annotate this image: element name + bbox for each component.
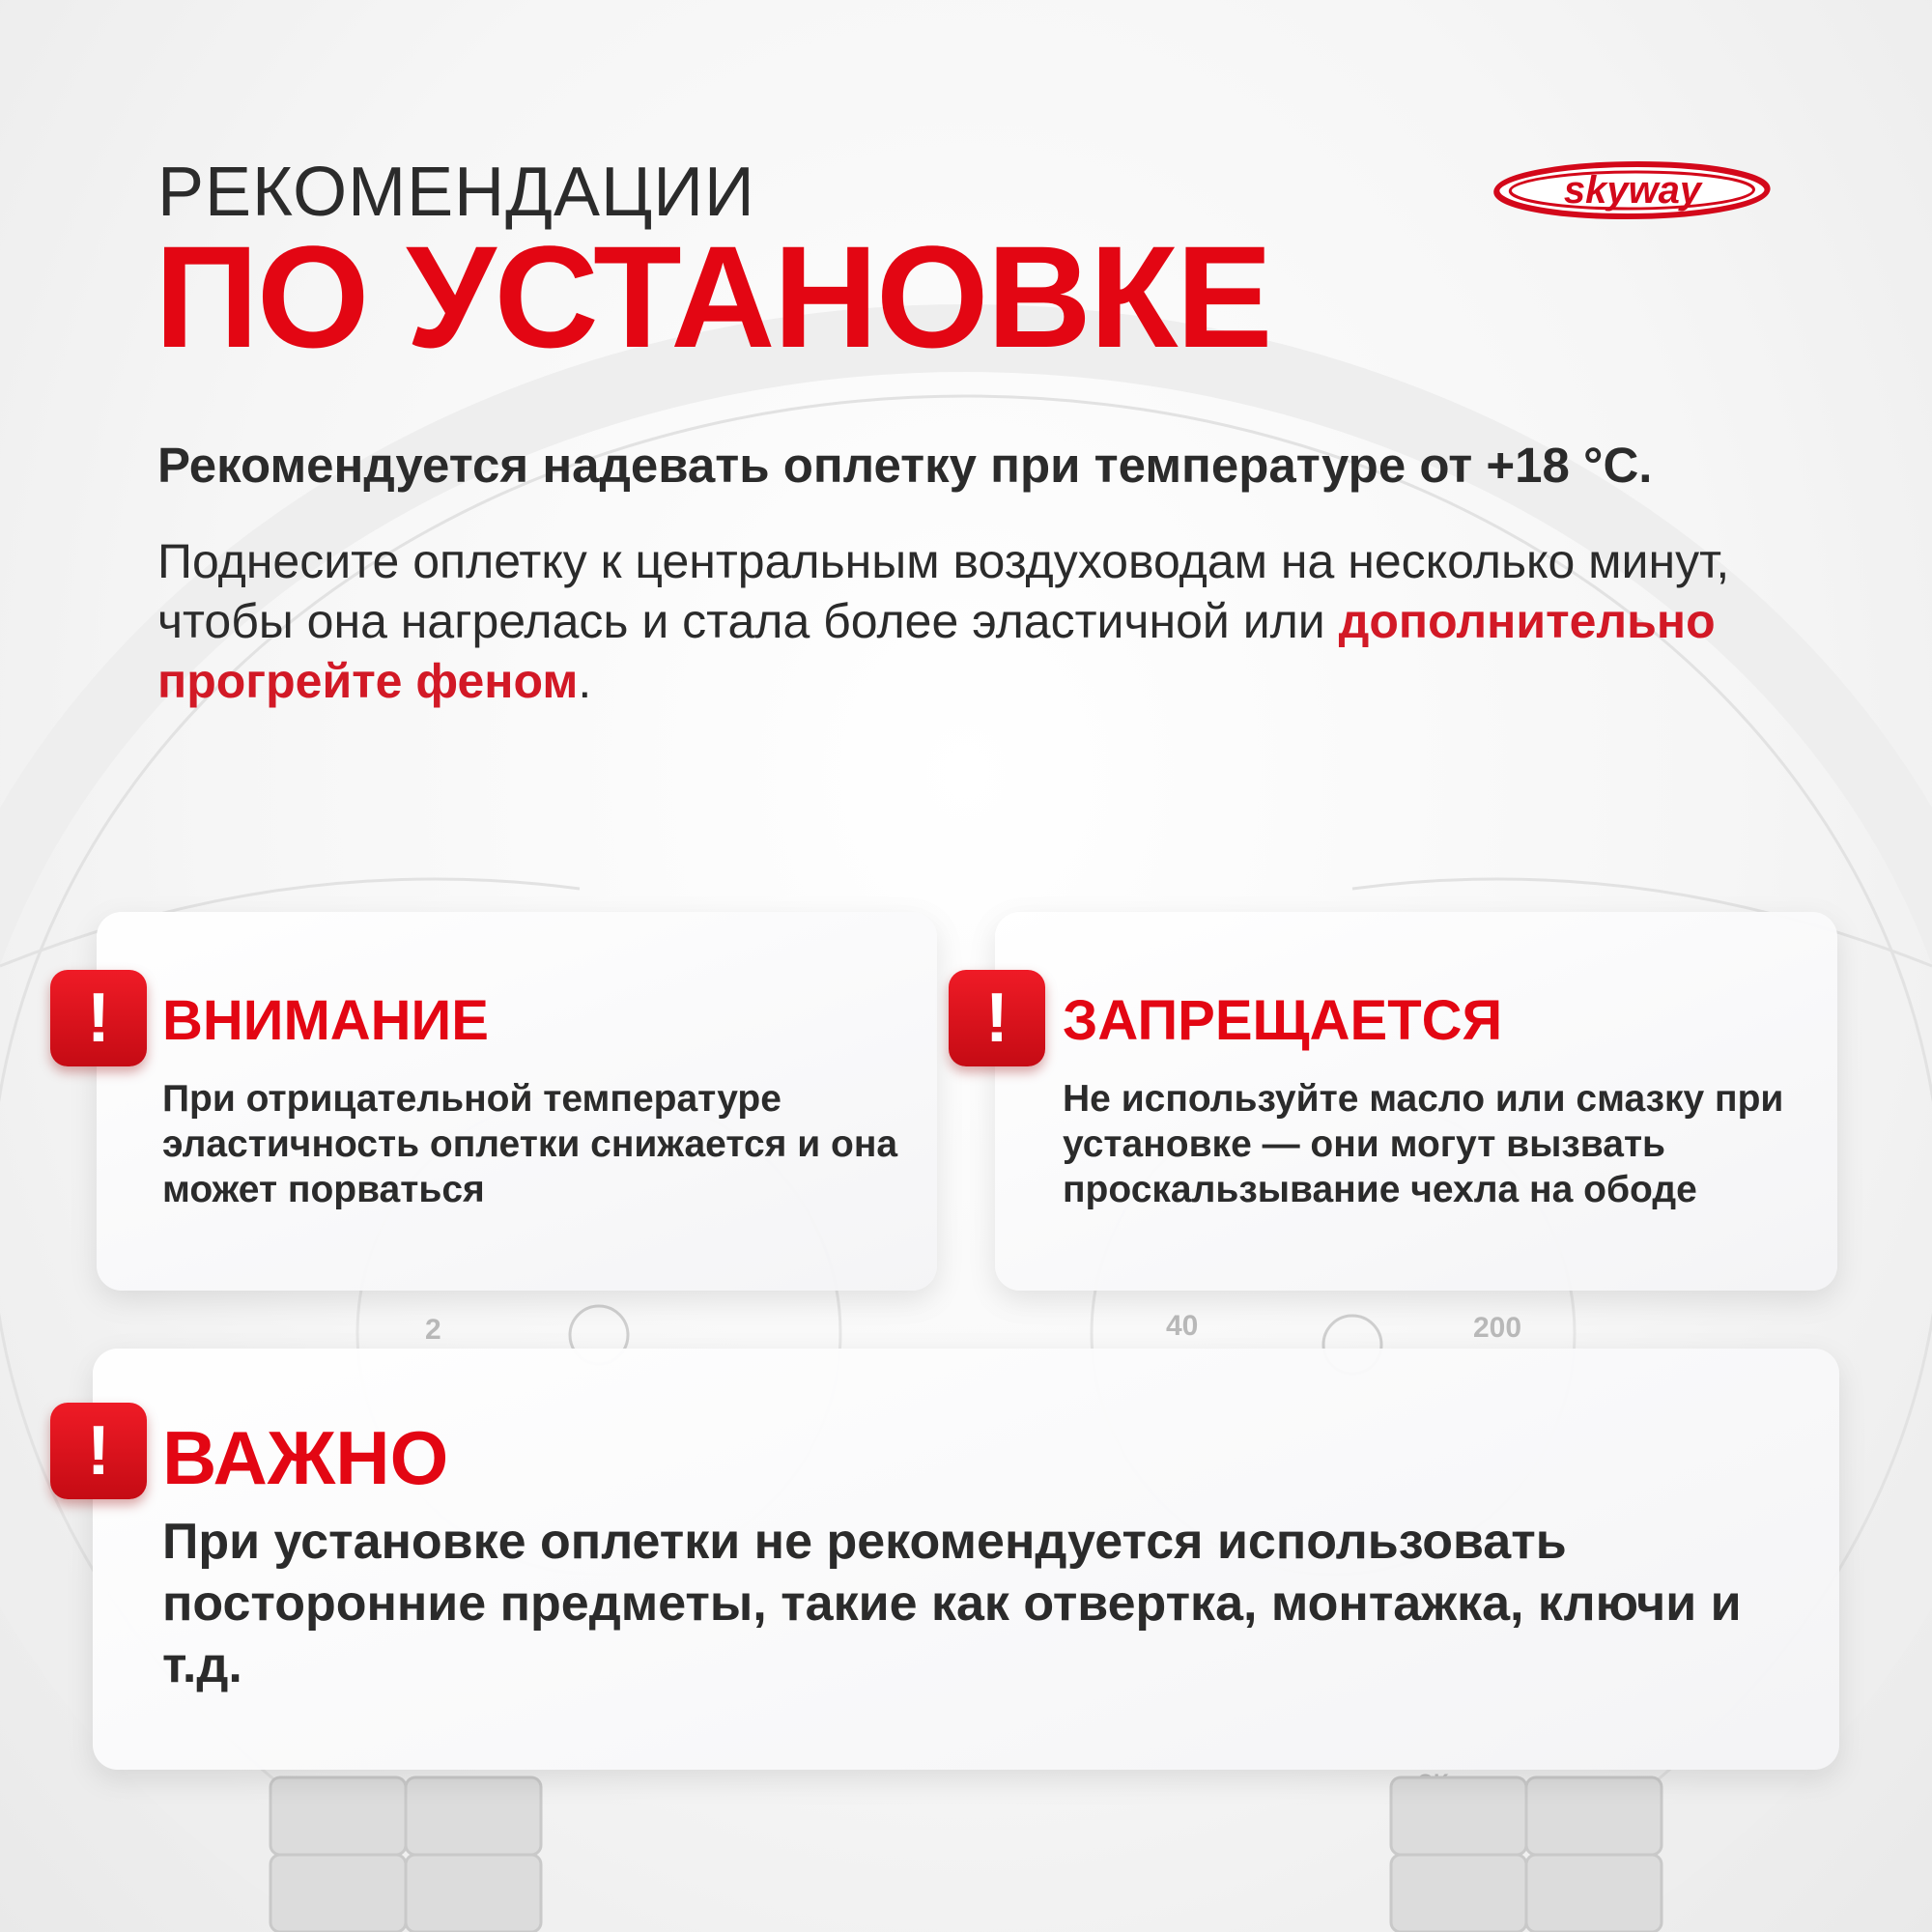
important-text: При установке оплетки не рекомендуется использовать посторонние предметы, такие как отвертка, монтажка, ключи и т.д. (162, 1514, 1742, 1693)
gauge-label: 40 (1166, 1310, 1199, 1342)
instruction-highlight: дополнительно прогрейте феном (157, 594, 1716, 708)
exclamation-icon: ! (50, 1403, 147, 1499)
exclamation-icon: ! (949, 970, 1045, 1066)
page-subtitle: РЕКОМЕНДАЦИИ (157, 154, 755, 231)
forbidden-text: Не используйте масло или смазку при установке — они могут вызвать проскальзывание чехла на ободе (1063, 1078, 1784, 1210)
temperature-recommendation: Рекомендуется надевать оплетку при температуре от +18 °С. (157, 438, 1653, 493)
instruction-end: . (578, 654, 592, 708)
warm-up-instructions (157, 531, 1819, 711)
skyway-logo (1492, 160, 1773, 220)
gauge-label: 2 (425, 1314, 441, 1346)
important-heading: ВАЖНО (162, 1415, 449, 1500)
page-title: ПО УСТАНОВКЕ (155, 215, 1271, 378)
svg-text:skyway: skyway (1563, 169, 1702, 212)
exclamation-icon: ! (50, 970, 147, 1066)
attention-text: При отрицательной температуре эластичность оплетки снижается и она может порваться (162, 1078, 898, 1210)
attention-heading: ВНИМАНИЕ (162, 989, 489, 1052)
gauge-label: 200 (1473, 1312, 1522, 1344)
forbidden-heading: ЗАПРЕЩАЕТСЯ (1063, 989, 1503, 1052)
instruction-text: Поднесите оплетку к центральным воздуховодам на несколько минут, чтобы она нагрелась и стала более эластичной или (157, 534, 1730, 648)
